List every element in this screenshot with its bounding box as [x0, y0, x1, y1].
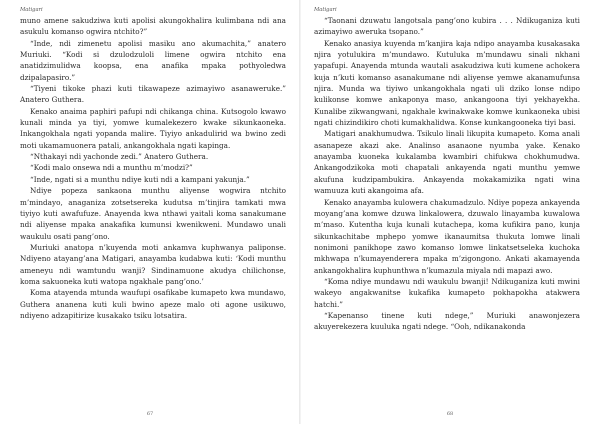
- paragraph: Koma atayenda mtunda waufupi osafikabe kumapeto kwa mundawo, Guthera ananena kuti kuli bwino apeze malo oti agone usikuwo, ndiyeno adzapitirize kusakako tsiku lotsatira.: [20, 288, 286, 320]
- paragraph: Kenako anayamba kulowera chakumadzulo. Ndiye popeza ankayenda moyang’ana komwe dzuwa linkalowera, dzuwalo linayamba kuwalowa m’maso. Kutentha kuja kunali kutachepa, koma kufikira pano, kunja sikunkachitabe mphepo yomwe ikanaumitsa thukuta lomwe linali nonimoni panikhope zawo komanso lomwe linkatsetseleka kuchoka mkhwapa n’kumayenderera mpaka m’zigongono. Ankati akamayenda ankangokhalira kuphunthwa n’kumazula miyala ndi mapazi awo.: [314, 197, 580, 275]
- paragraph: “Taonani dzuwatu langotsala pang’ono kubira . . . Ndikuganiza kuti azimayiwo aweruka tsopano.”: [314, 16, 580, 37]
- paragraph: Kenako anasiya kuyenda m’kanjira kaja ndipo anayamba kusakasaka njira yotulukira m’mundawo. Kutuluka m’mundawu sinali nkhani yapafupi. Anayenda mtunda wautali asakudziwa kuti kumene achokera kuja n’kuti komanso asanakumane ndi aliyense yemwe akanamufunsa njira. Munda wa tiyiwo unkangokhala ngati uli dziko lonse ndipo kulikonse komwe ankaponya maso, ankangoona tiyi yekhayekha. Kunalibe zikwangwani, ngakhale kwinakwake komwe kunkaoneka ubisi ngati chizindikiro choti kumakhalidwa. Konse kunkangooneka tiyi basi.: [314, 38, 580, 128]
- paragraph: muno amene sakudziwa kuti apolisi akungokhalira kulimbana ndi ana asukulu komanso ogwira ntchito?”: [20, 16, 286, 37]
- paragraph: Kenako anaima paphiri pafupi ndi chikanga china. Kutsogolo kwawo kunali minda ya tiyi, yomwe kumalekezero kwake sikunkaoneka. Inkangokhala ngati yopanda malire. Tiyiyo ankadulirid wa bwino zedi moti ukamamuonera patali, ankangokhala ngati kapinga.: [20, 106, 286, 150]
- paragraph: “Inde, ndi zimenetu apolisi masiku ano akumachita,” anatero Muriuki. “Kodi si dzulodzuloli limene ogwira ntchito ena anatidzimulidwa koopsa, ena anafika mpaka pothyoledwa dzipalapasiro.”: [20, 38, 286, 82]
- paragraph: “Koma ndiye mundawu ndi waukulu bwanji! Ndikuganiza kuti mwini wakeyo angakwanitse kukafika kumapeto pokhapokha atakwera hatchi.”: [314, 276, 580, 309]
- right-page: [300, 0, 600, 424]
- paragraph: Ndiye popeza sankaona munthu aliyense wogwira ntchito m’mindayo, anaganiza zotsetsereka kudutsa m’tinjira tamkati mwa tiyiyo kuti awafufuze. Anayenda kwa nthawi yaitali koma sanakumane ndi aliyense mpaka anakafika kumunsi kwenikweni. Mundawo unali waukulu osati pang’ono.: [20, 186, 286, 241]
- paragraph: “Kodi malo onsewa ndi a munthu m’modzi?”: [30, 163, 193, 173]
- paragraph: “Tiyeni tikoke phazi kuti tikawapeze azimayiwo asanaweruke.” Anatero Guthera.: [20, 84, 286, 105]
- paragraph: Matigari anakhumudwa. Tsikulo linali likupita kumapeto. Koma anali asanapeze akazi ake. Analinso asanaone nyumba yake. Kenako anayamba kuoneka kukalamba kwambiri chifukwa chokhumudwa. Ankangodzikoka moti chapatali ankayenda ngati munthu yemwe akufuna kudzipambukira. Ankayenda mokakamizika ngati wina wamuuza kuti akangoima afa.: [314, 129, 580, 196]
- page-number-right: 68: [446, 411, 454, 417]
- paragraph: “Nthakayi ndi yachonde zedi.” Anatero Guthera.: [30, 152, 209, 162]
- left-page-body: [20, 15, 286, 321]
- running-header-left: Matigari: [20, 7, 43, 13]
- running-header-right: Matigari: [314, 7, 337, 13]
- paragraph: “Inde, ngati si a munthu ndiye kuti ndi a kampani yakunja.”: [30, 174, 250, 184]
- page-number-left: 67: [146, 411, 154, 417]
- right-page-body: [314, 15, 580, 333]
- paragraph: Muriuki anatopa n’kuyenda moti ankamva kuphwanya paliponse. Ndiyeno atayang’ana Matigari, anayamba kudabwa kuti: ‘Kodi munthu ameneyu ndi wamtundu wanji? Sindinamuone akudya chilichonse, koma sakuoneka kuti watopa ngakhale pang’ono.’: [20, 242, 286, 286]
- paragraph: “Kapenanso tinene kuti ndege,” Muriuki anawonjezera akuyerekezera kuuluka ngati ndege. “Ooh, ndikanakonda: [314, 310, 580, 332]
